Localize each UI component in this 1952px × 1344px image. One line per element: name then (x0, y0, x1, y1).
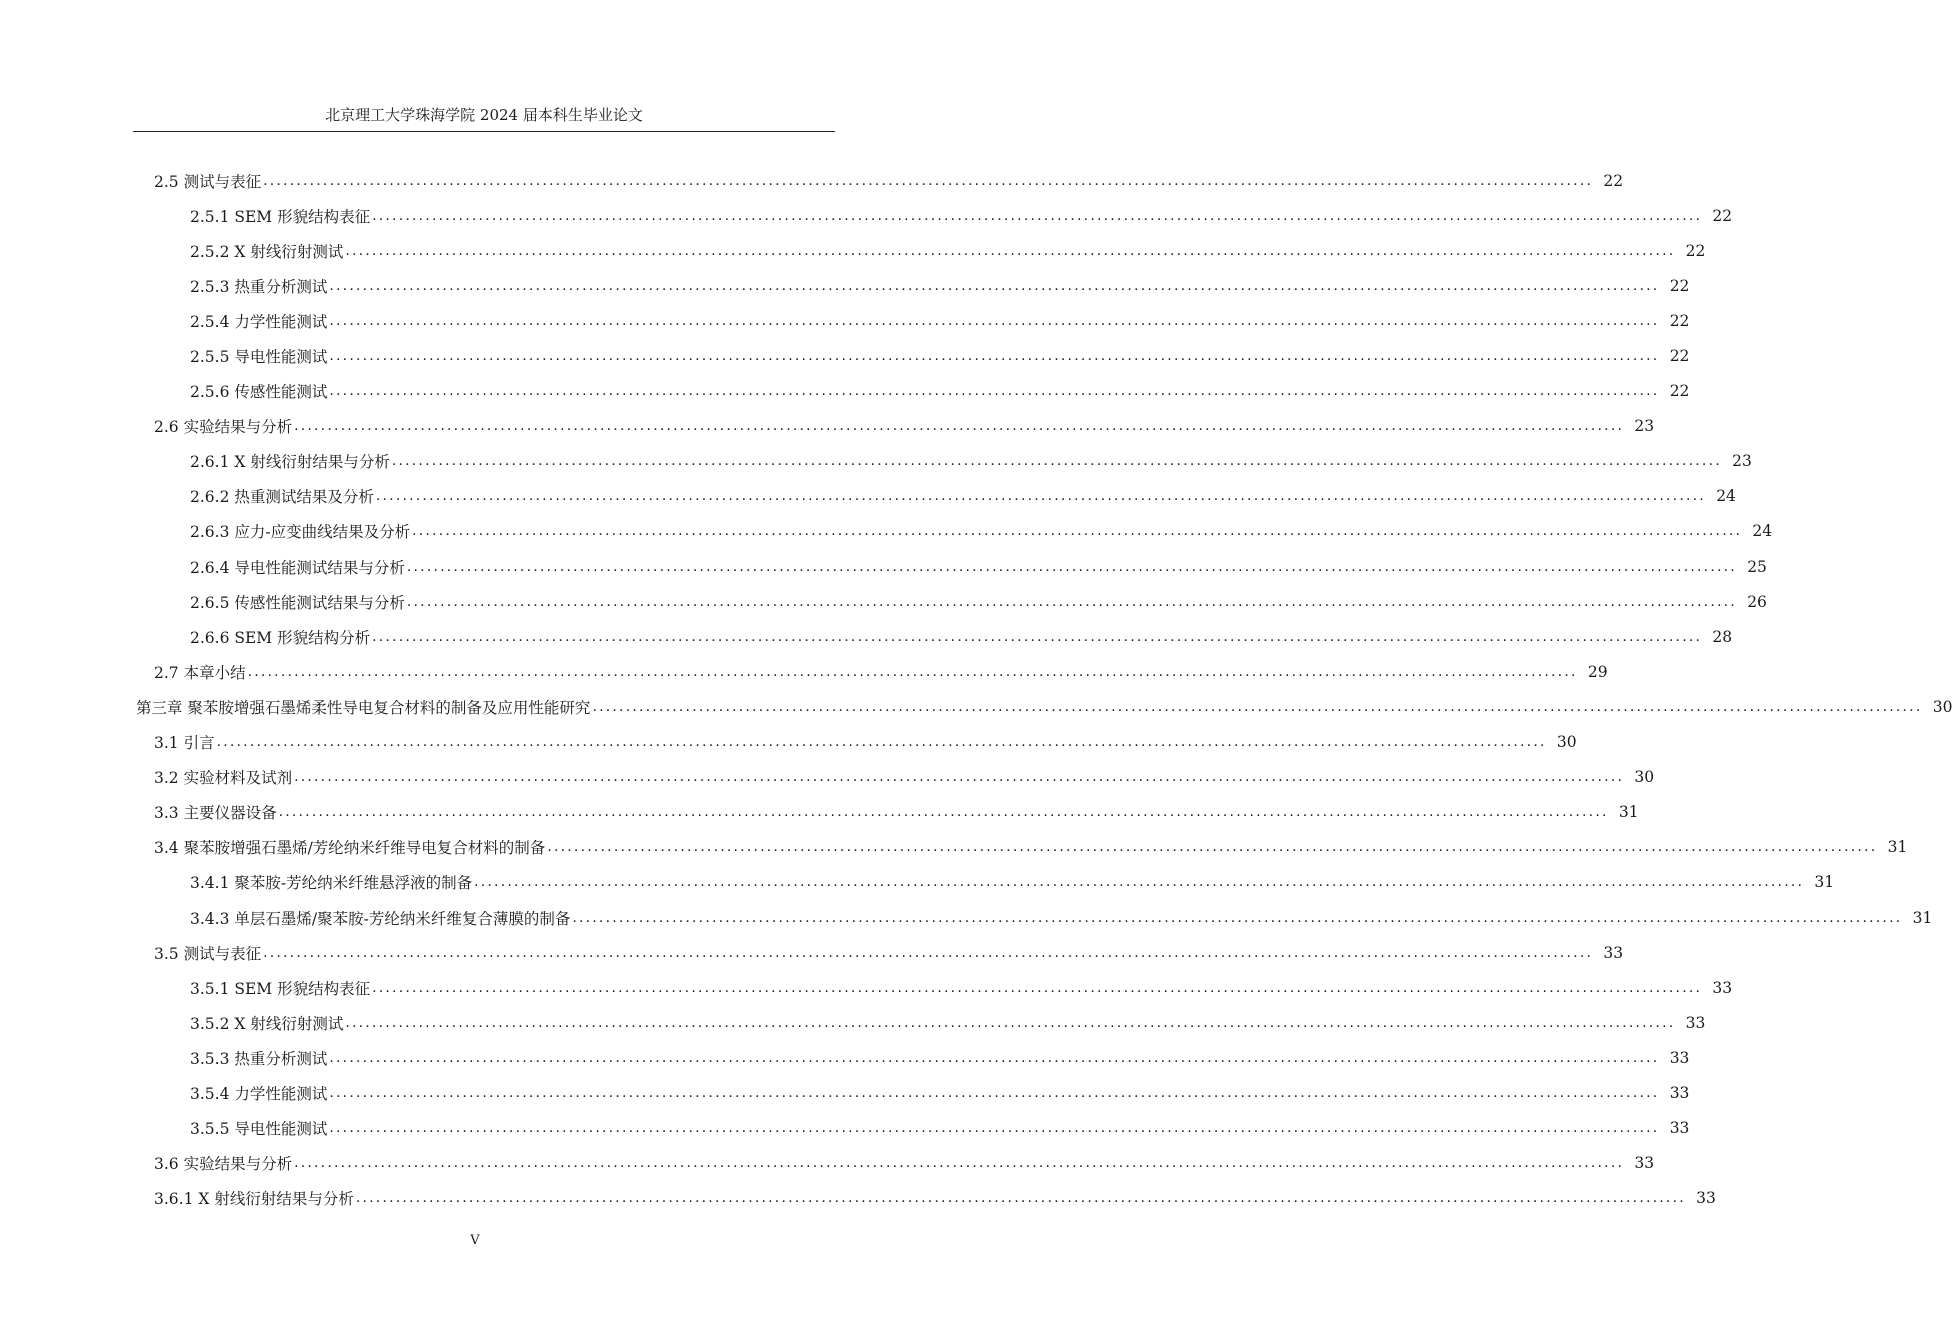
toc-entry[interactable] (0, 865, 1835, 900)
toc-leader-dots: ........................................................................................................................................................................................................ (263, 172, 1594, 189)
toc-entry-title: 2.5.3 热重分析测试 (190, 277, 328, 296)
toc-entry-title: 2.5.6 传感性能测试 (190, 383, 328, 402)
toc-leader-dots: ........................................................................................................................................................................................................ (329, 383, 1660, 400)
toc-entry-page: 31 (1814, 873, 1835, 892)
toc-entry-title: 3.5.5 导电性能测试 (190, 1120, 328, 1139)
toc-leader-dots: ........................................................................................................................................................................................................ (375, 488, 1706, 505)
toc-leader-dots: ........................................................................................................................................................................................................ (329, 1120, 1660, 1137)
toc-entry-title: 2.5.1 SEM 形貌结构表征 (190, 207, 371, 226)
toc-entry-page: 22 (1669, 382, 1690, 401)
toc-leader-dots: ........................................................................................................................................................................................................ (406, 558, 1737, 575)
toc-leader-dots: ........................................................................................................................................................................................................ (263, 944, 1594, 961)
toc-entry[interactable] (0, 409, 1655, 444)
toc-leader-dots: ........................................................................................................................................................................................................ (547, 839, 1878, 856)
toc-entry-title: 2.6 实验结果与分析 (154, 418, 293, 437)
toc-entry-page: 33 (1669, 1119, 1690, 1138)
toc-entry-title: 3.6 实验结果与分析 (154, 1155, 293, 1174)
toc-entry-title: 3.6.1 X 射线衍射结果与分析 (154, 1190, 354, 1209)
toc-leader-dots: ........................................................................................................................................................................................................ (329, 1049, 1660, 1066)
toc-leader-dots: ........................................................................................................................................................................................................ (329, 1084, 1660, 1101)
toc-leader-dots: ........................................................................................................................................................................................................ (216, 734, 1547, 751)
toc-entry[interactable] (0, 444, 1752, 479)
toc-entry-title: 2.6.1 X 射线衍射结果与分析 (190, 453, 390, 472)
toc-entry-title: 3.1 引言 (154, 734, 215, 753)
toc-entry-page: 22 (1603, 171, 1624, 190)
toc-entry-title: 3.4.3 单层石墨烯/聚苯胺-芳纶纳米纤维复合薄膜的制备 (190, 909, 571, 928)
toc-entry[interactable] (0, 654, 1608, 689)
toc-entry-title: 2.6.6 SEM 形貌结构分析 (190, 628, 371, 647)
toc-entry-title: 3.4.1 聚苯胺-芳纶纳米纤维悬浮液的制备 (190, 874, 473, 893)
toc-leader-dots: ........................................................................................................................................................................................................ (345, 242, 1676, 259)
toc-entry-title: 2.5 测试与表征 (154, 172, 262, 191)
toc-entry-page: 33 (1712, 978, 1733, 997)
toc-entry[interactable] (0, 795, 1639, 830)
toc-entry-page: 30 (1556, 733, 1577, 752)
toc-entry-title: 3.4 聚苯胺增强石墨烯/芳纶纳米纤维导电复合材料的制备 (154, 839, 546, 858)
toc-entry[interactable] (0, 549, 1767, 584)
toc-leader-dots: ........................................................................................................................................................................................................ (247, 663, 1578, 680)
toc-leader-dots: ........................................................................................................................................................................................................ (406, 593, 1737, 610)
toc-entry-title: 2.5.4 力学性能测试 (190, 312, 328, 331)
toc-entry[interactable] (0, 830, 1908, 865)
toc-entry[interactable] (0, 1111, 1690, 1146)
toc-entry-page: 33 (1669, 1083, 1690, 1102)
toc-entry[interactable] (0, 514, 1773, 549)
toc-leader-dots: ........................................................................................................................................................................................................ (474, 874, 1805, 891)
toc-leader-dots: ........................................................................................................................................................................................................ (329, 348, 1660, 365)
toc-entry-page: 22 (1669, 276, 1690, 295)
toc-entry[interactable] (0, 970, 1733, 1005)
toc-entry-page: 33 (1603, 943, 1624, 962)
toc-entry-title: 3.5.2 X 射线衍射测试 (190, 1014, 344, 1033)
toc-entry-title: 2.6.5 传感性能测试结果与分析 (190, 593, 405, 612)
toc-entry[interactable] (0, 1005, 1706, 1040)
toc-entry-title: 2.6.2 热重测试结果及分析 (190, 488, 374, 507)
toc-entry[interactable] (0, 338, 1690, 373)
toc-entry[interactable] (0, 1181, 1716, 1216)
page-footer (0, 1233, 950, 1248)
toc-entry-page: 23 (1732, 452, 1752, 471)
header-title: 北京理工大学珠海学院 2024 届本科生毕业论文 (325, 106, 643, 124)
toc-entry[interactable] (0, 725, 1577, 760)
toc-entry-title: 2.6.3 应力-应变曲线结果及分析 (190, 523, 411, 542)
toc-leader-dots: ........................................................................................................................................................................................................ (372, 628, 1703, 645)
toc-entry-page: 26 (1747, 592, 1767, 611)
toc-entry-title: 2.7 本章小结 (154, 663, 246, 682)
toc-entry[interactable] (0, 374, 1690, 409)
toc-entry-page: 23 (1634, 417, 1655, 436)
toc-entry-page: 31 (1887, 838, 1908, 857)
toc-entry-title: 2.5.5 导电性能测试 (190, 348, 328, 367)
toc-leader-dots: ........................................................................................................................................................................................................ (278, 804, 1609, 821)
page-number: V (470, 1233, 480, 1248)
toc-entry[interactable] (0, 584, 1767, 619)
toc-entry-page: 22 (1685, 241, 1706, 260)
toc-entry-page: 33 (1634, 1154, 1655, 1173)
toc-entry[interactable] (0, 619, 1733, 654)
toc-leader-dots: ........................................................................................................................................................................................................ (294, 769, 1625, 786)
toc-entry[interactable] (0, 935, 1624, 970)
toc-entry-page: 31 (1618, 803, 1639, 822)
toc-entry-page: 24 (1752, 522, 1773, 541)
toc-leader-dots: ........................................................................................................................................................................................................ (372, 979, 1703, 996)
toc-leader-dots: ........................................................................................................................................................................................................ (412, 523, 1743, 540)
toc-entry-title: 3.5.1 SEM 形貌结构表征 (190, 979, 371, 998)
toc-leader-dots: ........................................................................................................................................................................................................ (329, 277, 1660, 294)
toc-leader-dots: ........................................................................................................................................................................................................ (294, 418, 1625, 435)
toc-entry-title: 3.5.4 力学性能测试 (190, 1084, 328, 1103)
toc-entry[interactable] (0, 1040, 1690, 1075)
toc-entry-page: 24 (1716, 487, 1736, 506)
toc-leader-dots: ........................................................................................................................................................................................................ (329, 312, 1660, 329)
toc-entry[interactable] (0, 163, 1624, 198)
toc-leader-dots: ........................................................................................................................................................................................................ (572, 909, 1903, 926)
toc-entry-page: 33 (1696, 1189, 1716, 1208)
toc-entry[interactable] (0, 1146, 1655, 1181)
toc-entry[interactable] (0, 689, 1952, 724)
toc-entry[interactable] (0, 900, 1933, 935)
toc-entry-page: 22 (1712, 206, 1733, 225)
toc-entry-title: 2.5.2 X 射线衍射测试 (190, 242, 344, 261)
toc-entry-page: 22 (1669, 347, 1690, 366)
toc-entry-page: 33 (1669, 1048, 1690, 1067)
toc-leader-dots: ........................................................................................................................................................................................................ (592, 698, 1923, 715)
toc-entry-page: 30 (1634, 768, 1655, 787)
toc-leader-dots: ........................................................................................................................................................................................................ (391, 453, 1722, 470)
toc-entry-title: 3.5.3 热重分析测试 (190, 1049, 328, 1068)
toc-entry-title: 3.2 实验材料及试剂 (154, 769, 293, 788)
toc-entry-title: 3.3 主要仪器设备 (154, 804, 277, 823)
toc-leader-dots: ........................................................................................................................................................................................................ (372, 207, 1703, 224)
toc-entry[interactable] (0, 760, 1655, 795)
toc-entry-page: 33 (1685, 1013, 1706, 1032)
toc-leader-dots: ........................................................................................................................................................................................................ (345, 1014, 1676, 1031)
toc-leader-dots: ........................................................................................................................................................................................................ (294, 1155, 1625, 1172)
toc-entry[interactable] (0, 268, 1690, 303)
toc-entry[interactable] (0, 233, 1706, 268)
toc-entry-title: 2.6.4 导电性能测试结果与分析 (190, 558, 405, 577)
table-of-contents (0, 163, 1952, 1216)
toc-entry-page: 28 (1712, 627, 1733, 646)
page-header (133, 100, 835, 132)
toc-leader-dots: ........................................................................................................................................................................................................ (355, 1190, 1686, 1207)
toc-entry[interactable] (0, 479, 1736, 514)
toc-entry[interactable] (0, 1075, 1690, 1110)
toc-entry-page: 31 (1912, 908, 1933, 927)
toc-entry-page: 25 (1747, 557, 1767, 576)
toc-entry-page: 29 (1587, 662, 1608, 681)
toc-entry[interactable] (0, 303, 1690, 338)
toc-entry[interactable] (0, 198, 1733, 233)
toc-entry-page: 22 (1669, 311, 1690, 330)
toc-entry-page: 30 (1932, 697, 1952, 716)
toc-entry-title: 第三章 聚苯胺增强石墨烯柔性导电复合材料的制备及应用性能研究 (136, 698, 591, 717)
toc-entry-title: 3.5 测试与表征 (154, 944, 262, 963)
